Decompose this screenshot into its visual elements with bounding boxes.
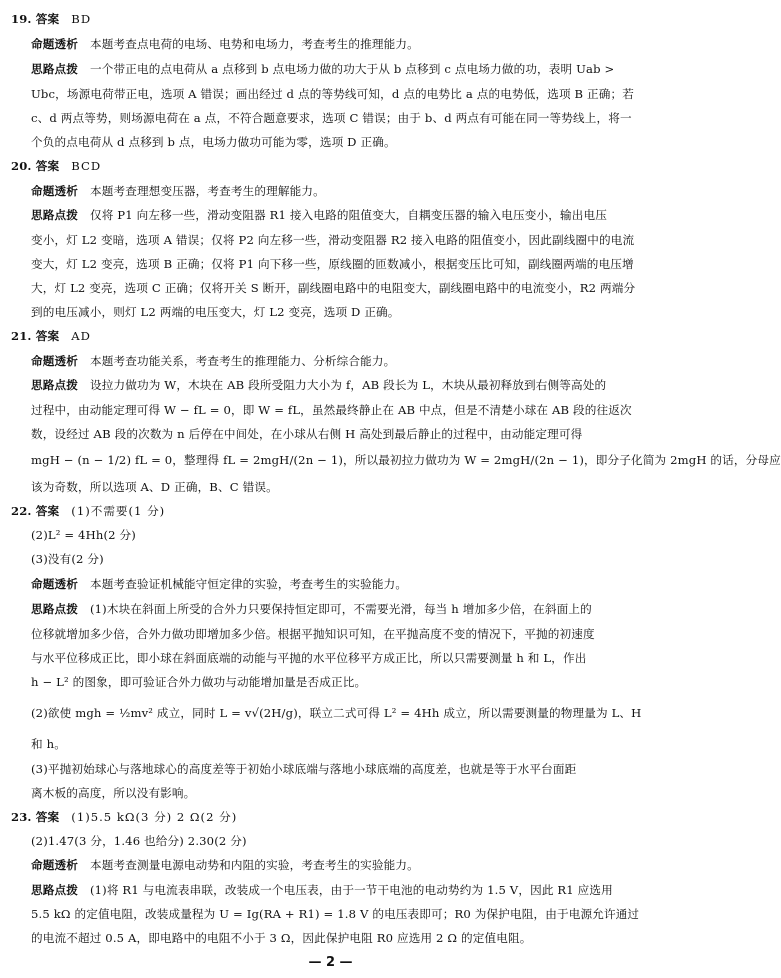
q23-hint-label: 思路点拨 bbox=[31, 883, 78, 897]
q19-hint-label: 思路点拨 bbox=[31, 62, 78, 76]
q20-hint-line-3: 变大，灯 L2 变亮，选项 B 正确；仅将 P1 向下移一些，原线圈的匝数减小，根据变压比可知，副线圈两端的电压增 bbox=[31, 257, 634, 271]
q22-answer-1: (1)不需要(1 分) bbox=[71, 504, 166, 518]
q19-hint-line-4: 个负的点电荷从 d 点移到 b 点，电场力做功可能为零，选项 D 正确。 bbox=[31, 135, 396, 149]
q22-analysis-label: 命题透析 bbox=[31, 577, 78, 591]
q21-analysis-line bbox=[31, 353, 395, 369]
q19-analysis-line bbox=[31, 36, 419, 52]
q21-answer-line bbox=[11, 328, 91, 344]
q23-analysis-line bbox=[31, 857, 419, 873]
q19-answer-line bbox=[11, 11, 91, 27]
q19-hint-line-2: Ubc，场源电荷带正电，选项 A 错误；画出经过 d 点的等势线可知，d 点的电势比 a 点的电势低，选项 B 正确；若 bbox=[31, 87, 635, 101]
q20-answer-value: BCD bbox=[71, 159, 102, 173]
q23-answer-2: (2)1.47(3 分，1.46 也给分) 2.30(2 分) bbox=[31, 834, 247, 848]
q21-answer-value: AD bbox=[71, 329, 91, 343]
q22-answer-line bbox=[11, 503, 165, 519]
q21-answer-label: 21. 答案 bbox=[11, 329, 60, 343]
q23-answer-1: (1)5.5 kΩ(3 分) 2 Ω(2 分) bbox=[71, 810, 238, 824]
q19-hint-line-1: 思路点拨 一个带正电的点电荷从 a 点移到 b 点电场力做的功大于从 b 点移到 c 点电场力做的功，表明 Uab > bbox=[31, 62, 615, 76]
q23-analysis-label: 命题透析 bbox=[31, 858, 78, 872]
q22-analysis-text: 本题考查验证机械能守恒定律的实验，考查考生的实验能力。 bbox=[89, 577, 408, 591]
q20-answer-line bbox=[11, 158, 101, 174]
q21-hint-label: 思路点拨 bbox=[31, 378, 78, 392]
q23-analysis-text: 本题考查测量电源电动势和内阻的实验，考查考生的实验能力。 bbox=[89, 858, 419, 872]
q20-hint-label: 思路点拨 bbox=[31, 208, 78, 222]
q19-answer-value: BD bbox=[71, 12, 92, 26]
q21-hint-line-3: 数，设经过 AB 段的次数为 n 后停在中间处，在小球从右侧 H 高处到最后静止的过程中，由动能定理可得 bbox=[31, 427, 583, 441]
q20-hint-line-1: 思路点拨 仅将 P1 向左移一些，滑动变阻器 R1 接入电路的阻值变大，自耦变压器的输入电压变小，输出电压 bbox=[31, 208, 607, 222]
q23-hint-line-2: 5.5 kΩ 的定值电阻，改装成量程为 U = Ig(RA + R1) = 1.8 V 的电压表即可；R0 为保护电阻，由于电源允许通过 bbox=[31, 907, 640, 921]
q20-analysis-label: 命题透析 bbox=[31, 184, 78, 198]
page-number: — 2 — bbox=[308, 955, 353, 970]
q21-hint-line-1: 思路点拨 设拉力做功为 W，木块在 AB 段所受阻力大小为 f，AB 段长为 L，木块从最初释放到右侧等高处的 bbox=[31, 378, 607, 392]
q21-hint-line-4: mgH − (n − 1/2) fL = 0，整理得 fL = 2mgH/(2n − 1)，所以最初拉力做功为 W = 2mgH/(2n − 1)，即分子化简为 2mgH 的话，分母应 bbox=[31, 453, 781, 467]
q21-analysis-text: 本题考查功能关系，考查考生的推理能力、分析综合能力。 bbox=[89, 354, 396, 368]
q22-hint-label: 思路点拨 bbox=[31, 602, 78, 616]
q20-hint-line-4: 大，灯 L2 变亮，选项 C 正确；仅将开关 S 断开，副线圈电路中的电阻变大，副线圈电路中的电流变小，R2 两端分 bbox=[31, 281, 636, 295]
q19-analysis-text: 本题考查点电荷的电场、电势和电场力，考查考生的推理能力。 bbox=[89, 37, 419, 51]
q22-hint-line-3: 与水平位移成正比，即小球在斜面底端的动能与平抛的水平位移平方成正比，所以只需要测量 h 和 L，作出 bbox=[31, 651, 587, 665]
q22-analysis-line bbox=[31, 576, 407, 592]
q22-answer-3: (3)没有(2 分) bbox=[31, 552, 104, 566]
q21-analysis-label: 命题透析 bbox=[31, 354, 78, 368]
q19-analysis-label: 命题透析 bbox=[31, 37, 78, 51]
q20-analysis-line bbox=[31, 183, 325, 199]
q19-answer-label: 19. 答案 bbox=[11, 12, 60, 26]
q19-hint-line-3: c、d 两点等势，则场源电荷在 a 点，不符合题意要求，选项 C 错误；由于 b、d 两点有可能在同一等势线上，将一 bbox=[31, 111, 632, 125]
q23-hint-line-3: 的电流不超过 0.5 A，即电路中的电阻不小于 3 Ω，因此保护电阻 R0 应选用 2 Ω 的定值电阻。 bbox=[31, 931, 532, 945]
q20-hint-line-2: 变小，灯 L2 变暗，选项 A 错误；仅将 P2 向左移一些，滑动变阻器 R2 接入电路的阻值变小，因此副线圈中的电流 bbox=[31, 233, 635, 247]
q22-answer-2: (2)L² = 4Hh(2 分) bbox=[31, 528, 136, 542]
q22-hint-line-2: 位移就增加多少倍，合外力做功即增加多少倍。根据平抛知识可知，在平抛高度不变的情况下，平抛的初速度 bbox=[31, 627, 595, 641]
q21-hint-line-5: 该为奇数，所以选项 A、D 正确，B、C 错误。 bbox=[31, 480, 278, 494]
q23-hint-line-1: 思路点拨 (1)将 R1 与电流表串联，改装成一个电压表，由于一节干电池的电动势约为 1.5 V，因此 R1 应选用 bbox=[31, 883, 613, 897]
q22-hint-line-1: 思路点拨 (1)木块在斜面上所受的合外力只要保持恒定即可，不需要光滑，每当 h 增加多少倍，在斜面上的 bbox=[31, 602, 592, 616]
q22-part2-line-1: (2)欲使 mgh = ½mv² 成立，同时 L = v√(2H/g)，联立二式可得 L² = 4Hh 成立，所以需要测量的物理量为 L、H bbox=[31, 706, 642, 720]
q20-answer-label: 20. 答案 bbox=[11, 159, 60, 173]
q22-part2-line-2: 和 h。 bbox=[31, 737, 66, 751]
q23-answer-line bbox=[11, 809, 237, 825]
q22-hint-line-4: h − L² 的图象，即可验证合外力做功与动能增加量是否成正比。 bbox=[31, 675, 367, 689]
q22-part3-line-2: 离木板的高度，所以没有影响。 bbox=[31, 786, 196, 800]
q20-hint-line-5: 到的电压减小，则灯 L2 两端的电压变大，灯 L2 变亮，选项 D 正确。 bbox=[31, 305, 400, 319]
q22-answer-label: 22. 答案 bbox=[11, 504, 60, 518]
q21-hint-line-2: 过程中，由动能定理可得 W − fL = 0，即 W = fL，虽然最终静止在 AB 中点，但是不清楚小球在 AB 段的往返次 bbox=[31, 403, 632, 417]
q20-analysis-text: 本题考查理想变压器，考查考生的理解能力。 bbox=[89, 184, 325, 198]
q22-part3-line-1: (3)平抛初始球心与落地球心的高度差等于初始小球底端与落地小球底端的高度差，也就是等于水平台面距 bbox=[31, 762, 577, 776]
q23-answer-label: 23. 答案 bbox=[11, 810, 60, 824]
